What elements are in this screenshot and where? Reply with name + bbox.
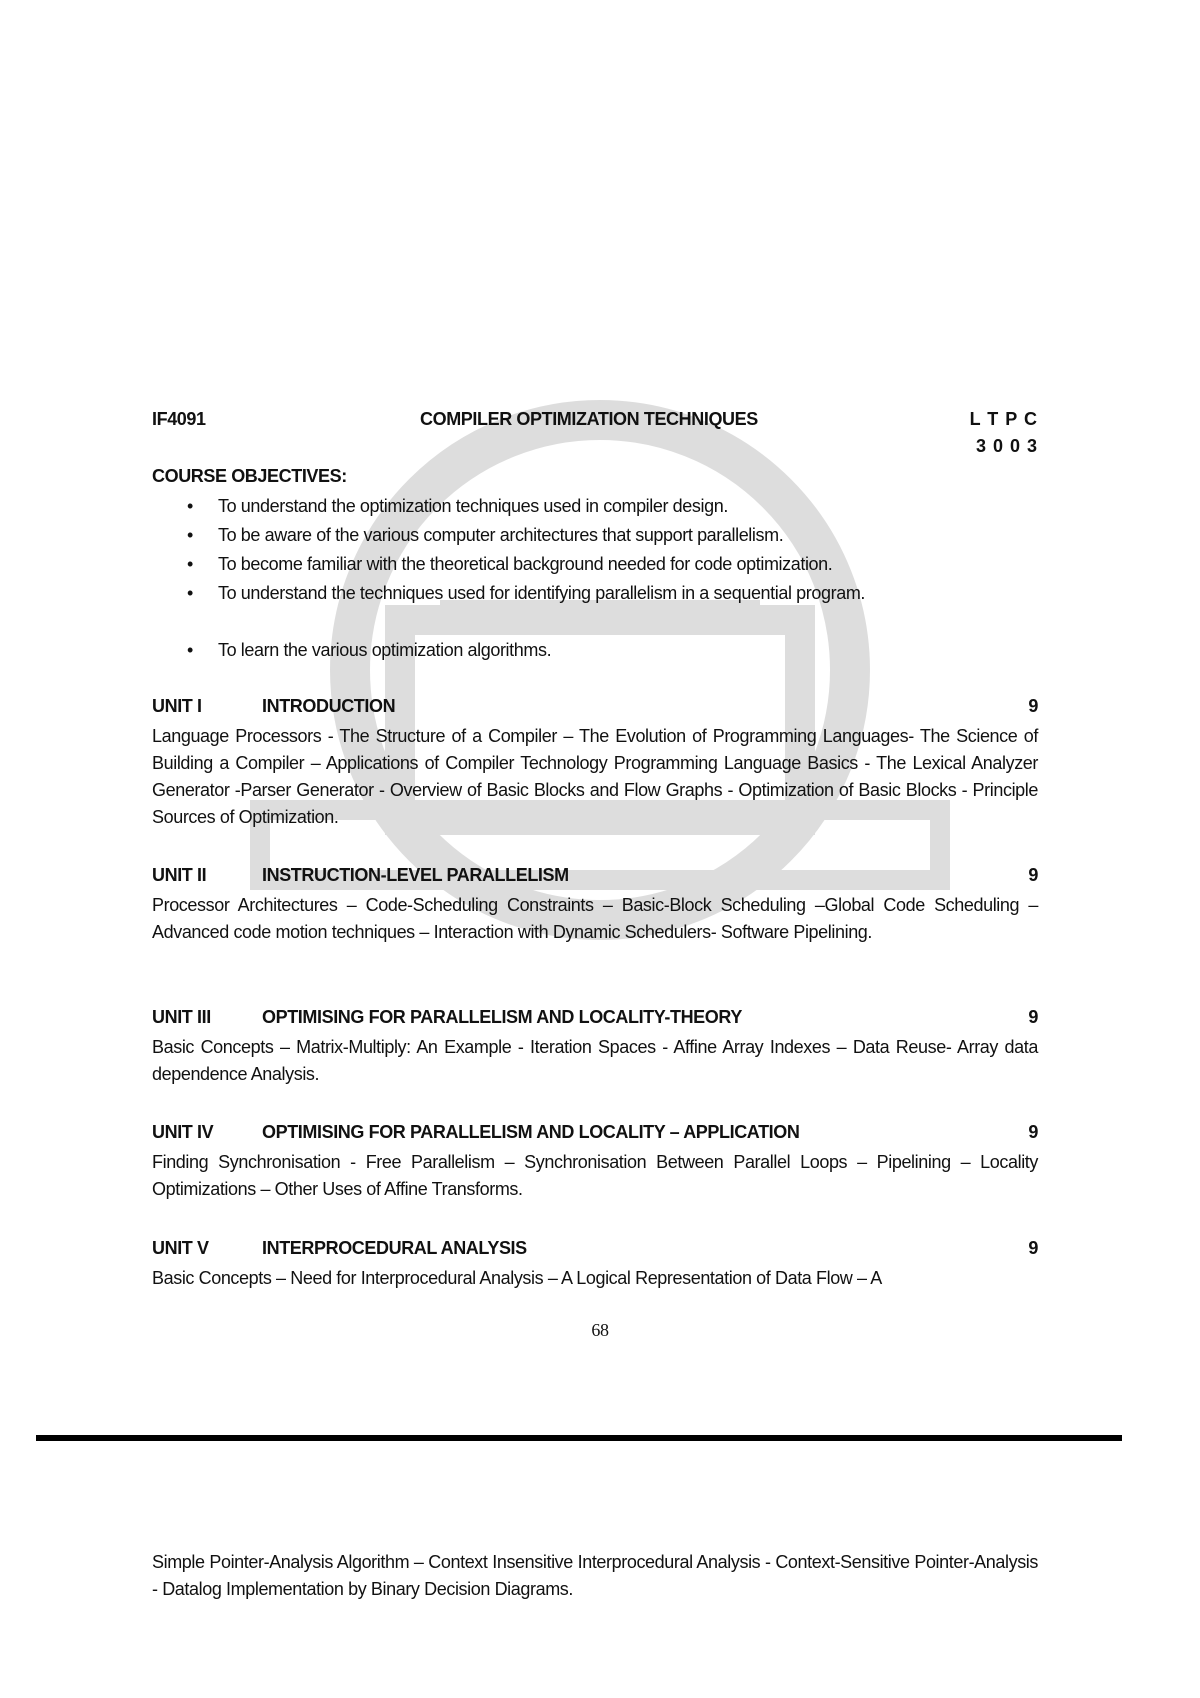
unit-title: INSTRUCTION-LEVEL PARALLELISM bbox=[262, 865, 569, 885]
unit-body: Processor Architectures – Code-Scheduling Constraints – Basic-Block Scheduling –Global Code Scheduling – Advanced code motion techniques – Interaction with Dynamic Schedulers- Software Pipelining. bbox=[152, 895, 1038, 942]
unit-number: UNIT I bbox=[152, 696, 202, 716]
objective-item: To understand the techniques used for identifying parallelism in a sequential program. bbox=[218, 583, 866, 603]
bullet-icon: • bbox=[187, 640, 193, 660]
objective-item: To be aware of the various computer architectures that support parallelism. bbox=[218, 525, 784, 545]
unit-number: UNIT V bbox=[152, 1238, 209, 1258]
unit-title: OPTIMISING FOR PARALLELISM AND LOCALITY-THEORY bbox=[262, 1007, 742, 1027]
unit-number: UNIT IV bbox=[152, 1122, 214, 1142]
unit-title: OPTIMISING FOR PARALLELISM AND LOCALITY – APPLICATION bbox=[262, 1122, 800, 1142]
page-break-divider bbox=[36, 1435, 1122, 1441]
objective-item: To become familiar with the theoretical background needed for code optimization. bbox=[218, 554, 833, 574]
objective-item: To learn the various optimization algorithms. bbox=[218, 640, 552, 660]
unit-hours: 9 bbox=[1028, 1122, 1038, 1142]
unit-number: UNIT II bbox=[152, 865, 207, 885]
unit-hours: 9 bbox=[1028, 865, 1038, 885]
unit-body: Finding Synchronisation - Free Parallelism – Synchronisation Between Parallel Loops – Pipelining – Locality Optimizations – Other Uses of Affine Transforms. bbox=[152, 1152, 1038, 1199]
bullet-icon: • bbox=[187, 525, 193, 545]
unit-title: INTRODUCTION bbox=[262, 696, 396, 716]
bullet-icon: • bbox=[187, 554, 193, 574]
unit-body: Basic Concepts – Matrix-Multiply: An Example - Iteration Spaces - Affine Array Indexes – Data Reuse- Array data dependence Analysis. bbox=[152, 1037, 1038, 1084]
course-code: IF4091 bbox=[152, 409, 206, 429]
unit-number: UNIT III bbox=[152, 1007, 211, 1027]
unit-hours: 9 bbox=[1028, 696, 1038, 716]
bullet-icon: • bbox=[187, 496, 193, 516]
objectives-heading: COURSE OBJECTIVES: bbox=[152, 466, 347, 486]
objective-item: To understand the optimization techniques used in compiler design. bbox=[218, 496, 728, 516]
unit-hours: 9 bbox=[1028, 1007, 1038, 1027]
ltpc-label: L T P C bbox=[969, 409, 1038, 429]
unit-title: INTERPROCEDURAL ANALYSIS bbox=[262, 1238, 527, 1258]
course-title: COMPILER OPTIMIZATION TECHNIQUES bbox=[420, 409, 758, 429]
bullet-icon: • bbox=[187, 583, 193, 603]
continuation-text: Simple Pointer-Analysis Algorithm – Context Insensitive Interprocedural Analysis - Context-Sensitive Pointer-Analysis - Datalog Implementation by Binary Decision Diagrams. bbox=[152, 1552, 1038, 1599]
page-number: 68 bbox=[591, 1320, 609, 1340]
unit-hours: 9 bbox=[1028, 1238, 1038, 1258]
ltpc-values: 3 0 0 3 bbox=[975, 436, 1038, 456]
unit-body: Basic Concepts – Need for Interprocedural Analysis – A Logical Representation of Data Flow – A bbox=[152, 1268, 882, 1288]
unit-body: Language Processors - The Structure of a Compiler – The Evolution of Programming Languages- The Science of Building a Compiler – Applications of Compiler Technology Programming Language Basics - The Lexical Analyzer Generator -Parser Generator - Overview of Basic Blocks and Flow Graphs - Optimization of Basic Blocks - Principle Sources of Optimization. bbox=[152, 726, 1038, 827]
